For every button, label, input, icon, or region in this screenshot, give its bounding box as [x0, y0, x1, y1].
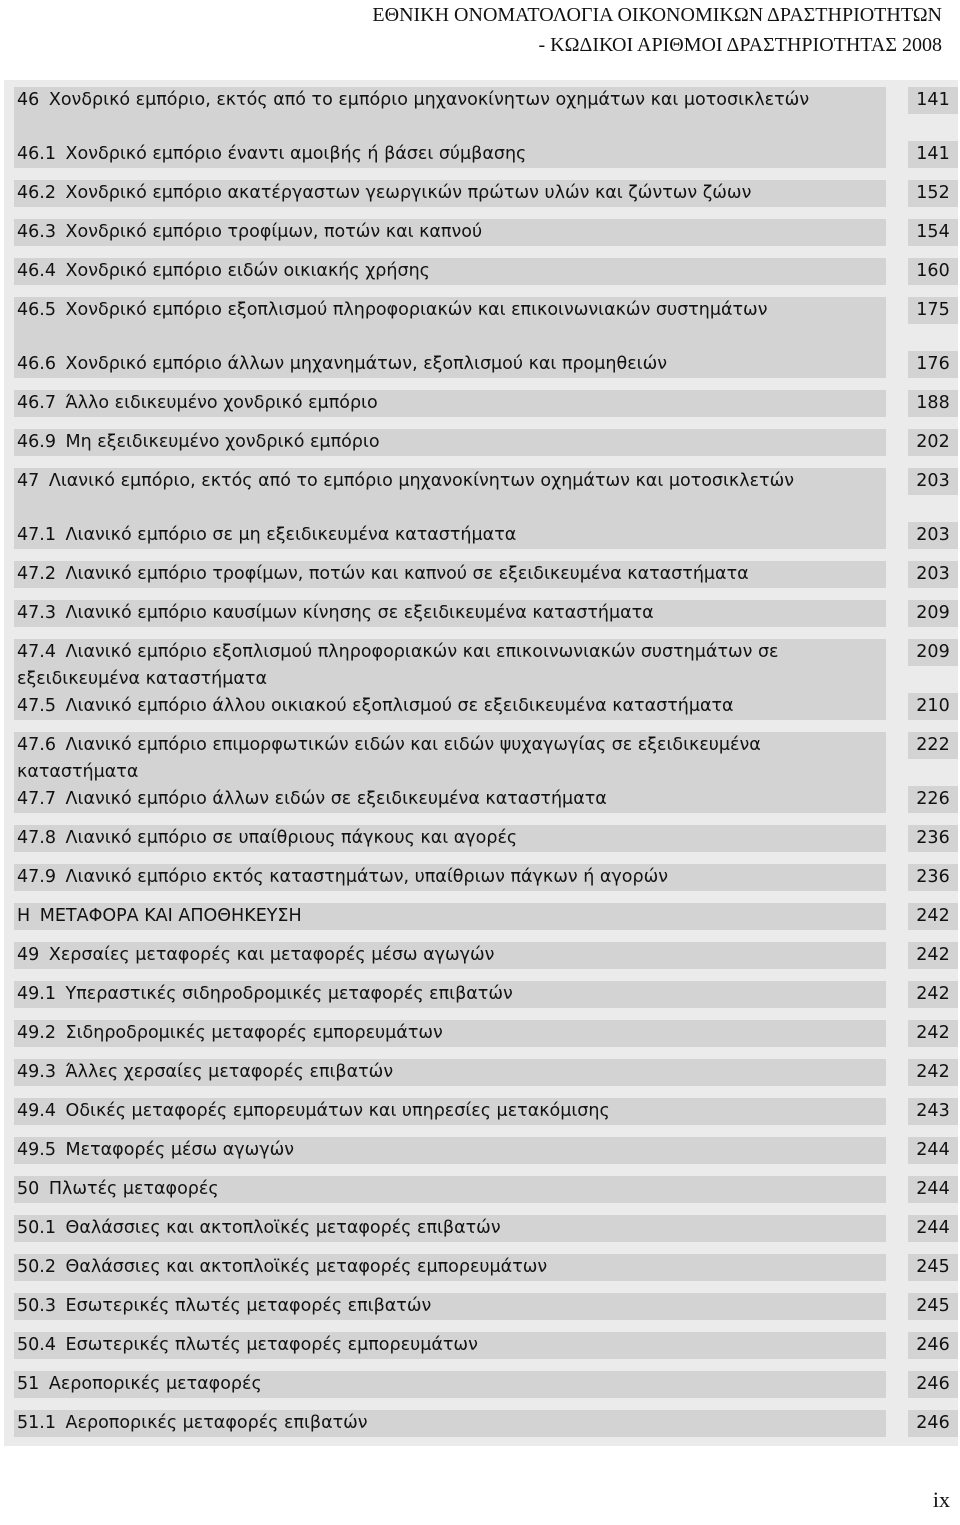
- toc-page-number: 226: [908, 786, 958, 813]
- toc-code: 47.2: [17, 564, 56, 584]
- toc-code: 47.4: [17, 642, 56, 662]
- toc-code: 47.3: [17, 603, 56, 623]
- toc-title: Λιανικό εμπόριο σε μη εξειδικευμένα καταστήματα: [65, 525, 517, 545]
- toc-page-number: 141: [908, 141, 958, 168]
- toc-row[interactable]: [14, 1137, 958, 1164]
- toc-row[interactable]: [14, 693, 958, 720]
- toc-code: 46.4: [17, 261, 56, 281]
- toc-title: Λιανικό εμπόριο σε υπαίθριους πάγκους και αγορές: [65, 828, 518, 848]
- toc-title: Λιανικό εμπόριο εκτός καταστημάτων, υπαίθριων πάγκων ή αγορών: [65, 867, 669, 887]
- toc-entry: [14, 258, 886, 285]
- toc-code: 47.7: [17, 789, 56, 809]
- toc-code: 47.6: [17, 735, 56, 755]
- toc-page-number: 242: [908, 981, 958, 1008]
- toc-code: 49.4: [17, 1101, 56, 1121]
- toc-row[interactable]: [14, 981, 958, 1008]
- toc-code: 49.1: [17, 984, 56, 1004]
- toc-title: Χονδρικό εμπόριο έναντι αμοιβής ή βάσει σύμβασης: [65, 144, 527, 164]
- toc-row[interactable]: [14, 390, 958, 417]
- toc-code: 46.3: [17, 222, 56, 242]
- toc-page-number: 236: [908, 864, 958, 891]
- toc-code: 50.3: [17, 1296, 56, 1316]
- toc-page-number: 175: [908, 297, 958, 324]
- toc-title: Λιανικό εμπόριο άλλων ειδών σε εξειδικευμένα καταστήματα: [65, 789, 607, 809]
- toc-code: 47.1: [17, 525, 56, 545]
- toc-entry: [14, 390, 886, 417]
- toc-code: 46.6: [17, 354, 56, 374]
- toc-row[interactable]: [14, 468, 958, 522]
- toc-row[interactable]: [14, 786, 958, 813]
- toc-title: Χονδρικό εμπόριο εξοπλισμού πληροφοριακών και επικοινωνιακών συστημάτων: [65, 300, 768, 320]
- toc-entry: [14, 468, 886, 522]
- toc-entry: [14, 219, 886, 246]
- toc-page-number: 209: [908, 639, 958, 666]
- toc-title: Χονδρικό εμπόριο ειδών οικιακής χρήσης: [65, 261, 430, 281]
- toc-row[interactable]: [14, 1332, 958, 1359]
- toc-row[interactable]: [14, 1410, 958, 1437]
- toc-page-number: 188: [908, 390, 958, 417]
- toc-entry: [14, 522, 886, 549]
- toc-row[interactable]: [14, 639, 958, 693]
- toc-entry: [14, 981, 886, 1008]
- toc-code: 50.1: [17, 1218, 56, 1238]
- toc-row[interactable]: [14, 1371, 958, 1398]
- toc-code: 47: [17, 471, 40, 491]
- toc-code: 49: [17, 945, 40, 965]
- toc-code: 49.5: [17, 1140, 56, 1160]
- toc-entry: [14, 1059, 886, 1086]
- toc-code: 49.2: [17, 1023, 56, 1043]
- toc-title: ΜΕΤΑΦΟΡΑ ΚΑΙ ΑΠΟΘΗΚΕΥΣΗ: [39, 906, 302, 926]
- toc-row[interactable]: [14, 429, 958, 456]
- page-number: ix: [932, 1487, 950, 1512]
- toc-title: Αεροπορικές μεταφορές: [48, 1374, 262, 1394]
- header-subtitle: - ΚΩΔΙΚΟΙ ΑΡΙΘΜΟΙ ΔΡΑΣΤΗΡΙΟΤΗΤΑΣ 2008: [538, 34, 942, 56]
- toc-code: 46.2: [17, 183, 56, 203]
- toc-code: 49.3: [17, 1062, 56, 1082]
- toc-page-number: 246: [908, 1410, 958, 1437]
- toc-title: Σιδηροδρομικές μεταφορές εμπορευμάτων: [65, 1023, 443, 1043]
- toc-entry: [14, 1332, 886, 1359]
- toc-title: Θαλάσσιες και ακτοπλοϊκές μεταφορές επιβατών: [65, 1218, 501, 1238]
- toc-row[interactable]: [14, 825, 958, 852]
- toc-page-number: 203: [908, 522, 958, 549]
- toc-title: Μη εξειδικευμένο χονδρικό εμπόριο: [65, 432, 380, 452]
- toc-entry: [14, 141, 886, 168]
- toc-page-number: 244: [908, 1176, 958, 1203]
- toc-entry: [14, 1371, 886, 1398]
- toc-page-number: 210: [908, 693, 958, 720]
- toc-entry: [14, 1176, 886, 1203]
- toc-page-number: 243: [908, 1098, 958, 1125]
- toc-title: Χονδρικό εμπόριο ακατέργαστων γεωργικών πρώτων υλών και ζώντων ζώων: [65, 183, 752, 203]
- toc-row[interactable]: [14, 1020, 958, 1047]
- toc-page-number: 242: [908, 1020, 958, 1047]
- toc-title: Άλλο ειδικευμένο χονδρικό εμπόριο: [65, 393, 378, 413]
- toc-entry: [14, 1020, 886, 1047]
- toc-row[interactable]: [14, 942, 958, 969]
- toc-title: Εσωτερικές πλωτές μεταφορές επιβατών: [65, 1296, 432, 1316]
- toc-title: Μεταφορές μέσω αγωγών: [65, 1140, 295, 1160]
- toc-row[interactable]: [14, 600, 958, 627]
- toc-row[interactable]: [14, 87, 958, 141]
- toc-entry: [14, 351, 886, 378]
- toc-entry: [14, 1215, 886, 1242]
- toc-row[interactable]: [14, 561, 958, 588]
- toc-entry: [14, 1293, 886, 1320]
- toc-entry: [14, 561, 886, 588]
- toc-page-number: 160: [908, 258, 958, 285]
- toc-title: Λιανικό εμπόριο καυσίμων κίνησης σε εξειδικευμένα καταστήματα: [65, 603, 654, 623]
- toc-entry: [14, 825, 886, 852]
- toc-title: Εσωτερικές πλωτές μεταφορές εμπορευμάτων: [65, 1335, 478, 1355]
- toc-page-number: 236: [908, 825, 958, 852]
- toc-title: Χονδρικό εμπόριο άλλων μηχανημάτων, εξοπλισμού και προμηθειών: [65, 354, 667, 374]
- toc-row[interactable]: [14, 297, 958, 351]
- toc-entry: [14, 864, 886, 891]
- toc-page-number: 203: [908, 468, 958, 495]
- toc-title: Χερσαίες μεταφορές και μεταφορές μέσω αγωγών: [48, 945, 495, 965]
- toc-title: Θαλάσσιες και ακτοπλοϊκές μεταφορές εμπορευμάτων: [65, 1257, 548, 1277]
- toc-title: Χονδρικό εμπόριο τροφίμων, ποτών και καπνού: [65, 222, 483, 242]
- toc-page-number: 244: [908, 1215, 958, 1242]
- toc-title: Υπεραστικές σιδηροδρομικές μεταφορές επιβατών: [65, 984, 513, 1004]
- toc-row[interactable]: [14, 903, 958, 930]
- toc-title: Πλωτές μεταφορές: [48, 1179, 219, 1199]
- toc-title: Λιανικό εμπόριο, εκτός από το εμπόριο μηχανοκίνητων οχημάτων και μοτοσικλετών: [48, 471, 795, 491]
- toc-row[interactable]: [14, 219, 958, 246]
- toc-page-number: 242: [908, 942, 958, 969]
- toc-code: 46.1: [17, 144, 56, 164]
- toc-row[interactable]: [14, 1098, 958, 1125]
- toc-row[interactable]: [14, 864, 958, 891]
- document-header: [0, 0, 960, 60]
- toc-code: 51: [17, 1374, 40, 1394]
- toc-page-number: 202: [908, 429, 958, 456]
- toc-code: 47.9: [17, 867, 56, 887]
- toc-entry: [14, 693, 886, 720]
- toc-entry: [14, 639, 886, 693]
- toc-page-number: 244: [908, 1137, 958, 1164]
- toc-code: 50.4: [17, 1335, 56, 1355]
- toc-page-number: 222: [908, 732, 958, 759]
- toc-row[interactable]: [14, 1176, 958, 1203]
- toc-entry: [14, 1254, 886, 1281]
- toc-entry: [14, 1137, 886, 1164]
- toc-row[interactable]: [14, 141, 958, 168]
- toc-code: 51.1: [17, 1413, 56, 1433]
- toc-entry: [14, 732, 886, 786]
- toc-row[interactable]: [14, 258, 958, 285]
- toc-title: Χονδρικό εμπόριο, εκτός από το εμπόριο μηχανοκίνητων οχημάτων και μοτοσικλετών: [48, 90, 810, 110]
- toc-row[interactable]: [14, 1293, 958, 1320]
- toc-page-number: 176: [908, 351, 958, 378]
- toc-entry: [14, 903, 886, 930]
- toc-row[interactable]: [14, 1215, 958, 1242]
- toc-row[interactable]: [14, 732, 958, 786]
- toc-entry: [14, 87, 886, 141]
- toc-row[interactable]: [14, 351, 958, 378]
- toc-page-number: 246: [908, 1332, 958, 1359]
- toc-title: Αεροπορικές μεταφορές επιβατών: [65, 1413, 368, 1433]
- toc-title: Λιανικό εμπόριο επιμορφωτικών ειδών και ειδών ψυχαγωγίας σε εξειδικευμένα καταστήματα: [17, 735, 761, 782]
- toc-row[interactable]: [14, 180, 958, 207]
- toc-entry: [14, 1410, 886, 1437]
- toc-code: 46.7: [17, 393, 56, 413]
- toc-code: 50: [17, 1179, 40, 1199]
- toc-entry: [14, 942, 886, 969]
- toc-page-number: 245: [908, 1254, 958, 1281]
- toc-title: Λιανικό εμπόριο άλλου οικιακού εξοπλισμού σε εξειδικευμένα καταστήματα: [65, 696, 734, 716]
- toc-page-number: 152: [908, 180, 958, 207]
- toc-code: 46.9: [17, 432, 56, 452]
- table-of-contents: [4, 80, 958, 1446]
- toc-page-number: 245: [908, 1293, 958, 1320]
- toc-entry: [14, 600, 886, 627]
- toc-title: Οδικές μεταφορές εμπορευμάτων και υπηρεσίες μετακόμισης: [65, 1101, 610, 1121]
- toc-entry: [14, 786, 886, 813]
- toc-row[interactable]: [14, 1254, 958, 1281]
- toc-code: 46.5: [17, 300, 56, 320]
- toc-entry: [14, 297, 886, 351]
- toc-page-number: 242: [908, 1059, 958, 1086]
- toc-title: Λιανικό εμπόριο εξοπλισμού πληροφοριακών και επικοινωνιακών συστημάτων σε εξειδικευμένα καταστήματα: [17, 642, 779, 689]
- toc-code: 47.8: [17, 828, 56, 848]
- toc-title: Λιανικό εμπόριο τροφίμων, ποτών και καπνού σε εξειδικευμένα καταστήματα: [65, 564, 749, 584]
- toc-row[interactable]: [14, 522, 958, 549]
- header-title: ΕΘΝΙΚΗ ΟΝΟΜΑΤΟΛΟΓΙΑ ΟΙΚΟΝΟΜΙΚΩΝ ΔΡΑΣΤΗΡΙΟΤΗΤΩΝ: [372, 4, 942, 26]
- toc-entry: [14, 1098, 886, 1125]
- toc-code: H: [17, 906, 31, 926]
- toc-page-number: 203: [908, 561, 958, 588]
- toc-page-number: 141: [908, 87, 958, 114]
- toc-entry: [14, 180, 886, 207]
- toc-title: Άλλες χερσαίες μεταφορές επιβατών: [65, 1062, 394, 1082]
- toc-code: 47.5: [17, 696, 56, 716]
- toc-row[interactable]: [14, 1059, 958, 1086]
- toc-page-number: 242: [908, 903, 958, 930]
- toc-page-number: 246: [908, 1371, 958, 1398]
- toc-code: 46: [17, 90, 40, 110]
- toc-code: 50.2: [17, 1257, 56, 1277]
- toc-page-number: 209: [908, 600, 958, 627]
- toc-entry: [14, 429, 886, 456]
- toc-page-number: 154: [908, 219, 958, 246]
